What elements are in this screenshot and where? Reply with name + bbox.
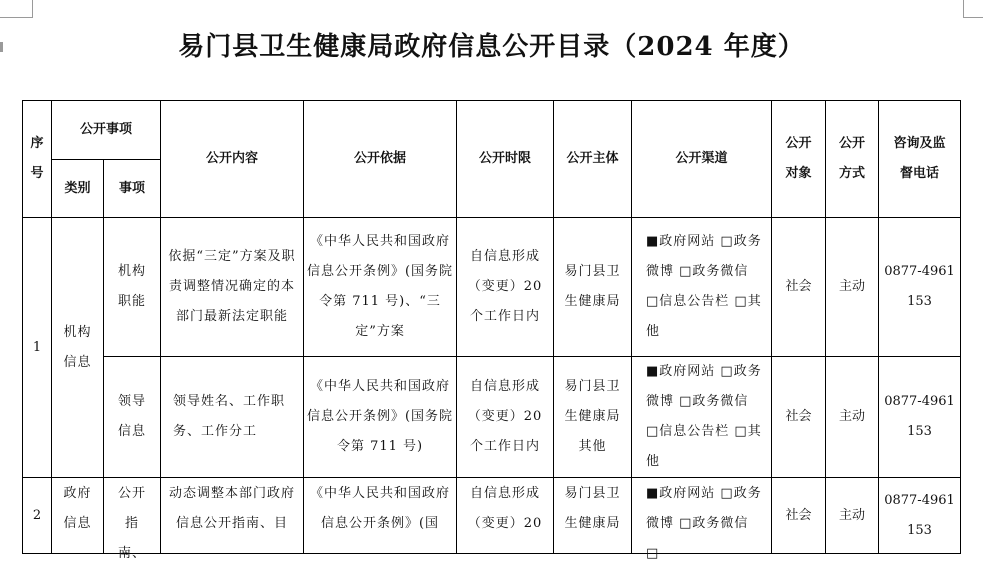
row-phone: 0877-4961153 [879, 218, 961, 357]
header-category: 类别 [52, 160, 104, 218]
page-title: 易门县卫生健康局政府信息公开目录（2024 年度） [178, 32, 805, 62]
table-row [23, 218, 961, 357]
row-phone: 0877-4961153 [879, 357, 961, 478]
row-channel: ■政府网站 □政务微博 □政务微信 □ [632, 478, 772, 554]
header-subject: 公开主体 [554, 101, 632, 218]
row-basis: 《中华人民共和国政府信息公开条例》(国务院令第 711 号)、“三定”方案 [304, 218, 457, 357]
row-subject: 易门县卫生健康局其他 [554, 357, 632, 478]
row-channel: ■政府网站 □政务微博 □政务微信 □信息公告栏 □其他 [632, 218, 772, 357]
row-phone: 0877-4961153 [879, 478, 961, 554]
row-category: 机构信息 [52, 218, 104, 478]
row-content: 动态调整本部门政府信息公开指南、目 [161, 478, 304, 554]
corner-mark-top-left-h [0, 17, 32, 18]
row-item: 机构职能 [104, 218, 161, 357]
row-basis: 《中华人民共和国政府信息公开条例》(国 [304, 478, 457, 554]
row-subject: 易门县卫生健康局 [554, 218, 632, 357]
row-subject: 易门县卫生健康局 [554, 478, 632, 554]
header-channel: 公开渠道 [632, 101, 772, 218]
row-method: 主动 [826, 478, 879, 554]
corner-mark-top-left-v [32, 0, 33, 18]
header-basis: 公开依据 [304, 101, 457, 218]
corner-mark-top-right-h [963, 17, 983, 18]
row-channel: ■政府网站 □政务微博 □政务微信 □信息公告栏 □其他 [632, 357, 772, 478]
header-content: 公开内容 [161, 101, 304, 218]
corner-mark-top-right-v [963, 0, 964, 18]
table-row [23, 478, 961, 554]
table-row [23, 357, 961, 478]
header-row-1 [23, 101, 961, 160]
header-audience: 公开对象 [772, 101, 826, 218]
header-phone: 咨询及监督电话 [879, 101, 961, 218]
row-basis: 《中华人民共和国政府信息公开条例》(国务院令第 711 号) [304, 357, 457, 478]
row-method: 主动 [826, 218, 879, 357]
row-content: 依据“三定”方案及职责调整情况确定的本部门最新法定职能 [161, 218, 304, 357]
header-time: 公开时限 [457, 101, 554, 218]
row-content: 领导姓名、工作职务、工作分工 [161, 357, 304, 478]
row-item: 公开指南、 [104, 478, 161, 554]
header-method: 公开方式 [826, 101, 879, 218]
row-seq: 1 [23, 218, 52, 478]
row-item: 领导信息 [104, 357, 161, 478]
row-method: 主动 [826, 357, 879, 478]
row-audience: 社会 [772, 357, 826, 478]
row-audience: 社会 [772, 478, 826, 554]
directory-table [22, 100, 961, 561]
row-time: 自信息形成（变更）20 个工作日内 [457, 218, 554, 357]
row-seq: 2 [23, 478, 52, 554]
header-public-item-group: 公开事项 [52, 101, 161, 160]
row-time: 自信息形成（变更）20 个工作日内 [457, 357, 554, 478]
row-category: 政府信息 [52, 478, 104, 554]
row-time: 自信息形成（变更）20 [457, 478, 554, 554]
header-item: 事项 [104, 160, 161, 218]
header-seq: 序号 [23, 101, 52, 218]
row-audience: 社会 [772, 218, 826, 357]
